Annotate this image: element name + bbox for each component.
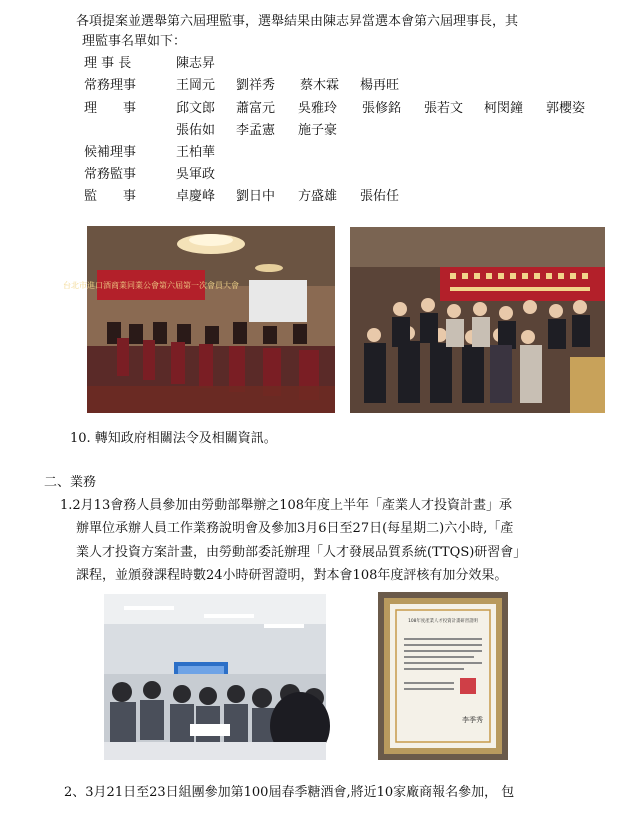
- item-10: 10. 轉知政府相關法令及相關資訊。: [70, 431, 277, 446]
- alt-director-label: 候補理事: [84, 145, 137, 160]
- group-photo: [350, 227, 605, 413]
- supervisor-name: 卓慶峰: [176, 189, 216, 204]
- exec-director-name: 楊再旺: [360, 78, 400, 93]
- chairman-label: 理 事 長: [84, 56, 132, 71]
- section-2-heading: 二、業務: [44, 475, 97, 490]
- director-name: 施子豪: [298, 123, 338, 138]
- chairman-name: 陳志昇: [176, 56, 216, 71]
- director-name: 邱文郎: [176, 101, 216, 116]
- section-2-p1-line-4: 課程，並頒發課程時數24小時研習證明，對本會108年度評核有加分效果。: [76, 568, 508, 583]
- director-name: 李孟憲: [236, 123, 276, 138]
- certificate-title: 108年度產業人才投資計畫研習證明: [408, 619, 478, 624]
- supervisor-name: 劉日中: [236, 189, 276, 204]
- exec-supervisor-label: 常務監事: [84, 167, 137, 182]
- supervisor-name: 方盛雄: [298, 189, 338, 204]
- exec-directors-label: 常務理事: [84, 78, 137, 93]
- meeting-banner-text: 台北市進口酒商業同業公會第六屆第一次會員大會: [63, 281, 239, 290]
- exec-director-name: 王岡元: [176, 78, 216, 93]
- section-2-p1-line-1: 1.2月13會務人員參加由勞動部舉辦之108年度上半年「產業人才投資計畫」承: [60, 498, 513, 513]
- director-name: 郭櫻姿: [546, 101, 586, 116]
- exec-director-name: 蔡木霖: [300, 78, 340, 93]
- exec-director-name: 劉祥秀: [236, 78, 276, 93]
- director-name: 張若文: [424, 101, 464, 116]
- director-name: 蕭富元: [236, 101, 276, 116]
- exec-supervisor-name: 吳軍政: [176, 167, 216, 182]
- meeting-hall-photo: [63, 226, 335, 413]
- section-2-p1-line-2: 辦單位承辦人員工作業務說明會及參加3月6日至27日(每星期二)六小時,「產: [76, 521, 514, 536]
- section-2-p1-line-3: 業人才投資方案計畫，由勞動部委託辦理「人才發展品質系統(TTQS)研習會」: [76, 545, 527, 560]
- supervisors-label: 監 事: [84, 189, 137, 204]
- certificate-photo: [378, 592, 508, 760]
- director-name: 吳雅玲: [298, 101, 338, 116]
- certificate-stamp: 李季秀: [462, 716, 483, 724]
- classroom-photo: [104, 594, 326, 760]
- section-2-p2-line-1: 2、3月21日至23日組團參加第100屆春季糖酒會,將近10家廠商報名參加， 包: [64, 785, 515, 800]
- alt-director-name: 王柏華: [176, 145, 216, 160]
- intro-line-1: 各項提案並選舉第六屆理監事，選舉結果由陳志昇當選本會第六屆理事長，其: [76, 14, 519, 29]
- director-name: 張佑如: [176, 123, 216, 138]
- supervisor-name: 張佑任: [360, 189, 400, 204]
- director-name: 張修銘: [362, 101, 402, 116]
- directors-label: 理 事: [84, 101, 137, 116]
- intro-line-2: 理監事名單如下：: [82, 34, 187, 49]
- director-name: 柯閔鐘: [484, 101, 524, 116]
